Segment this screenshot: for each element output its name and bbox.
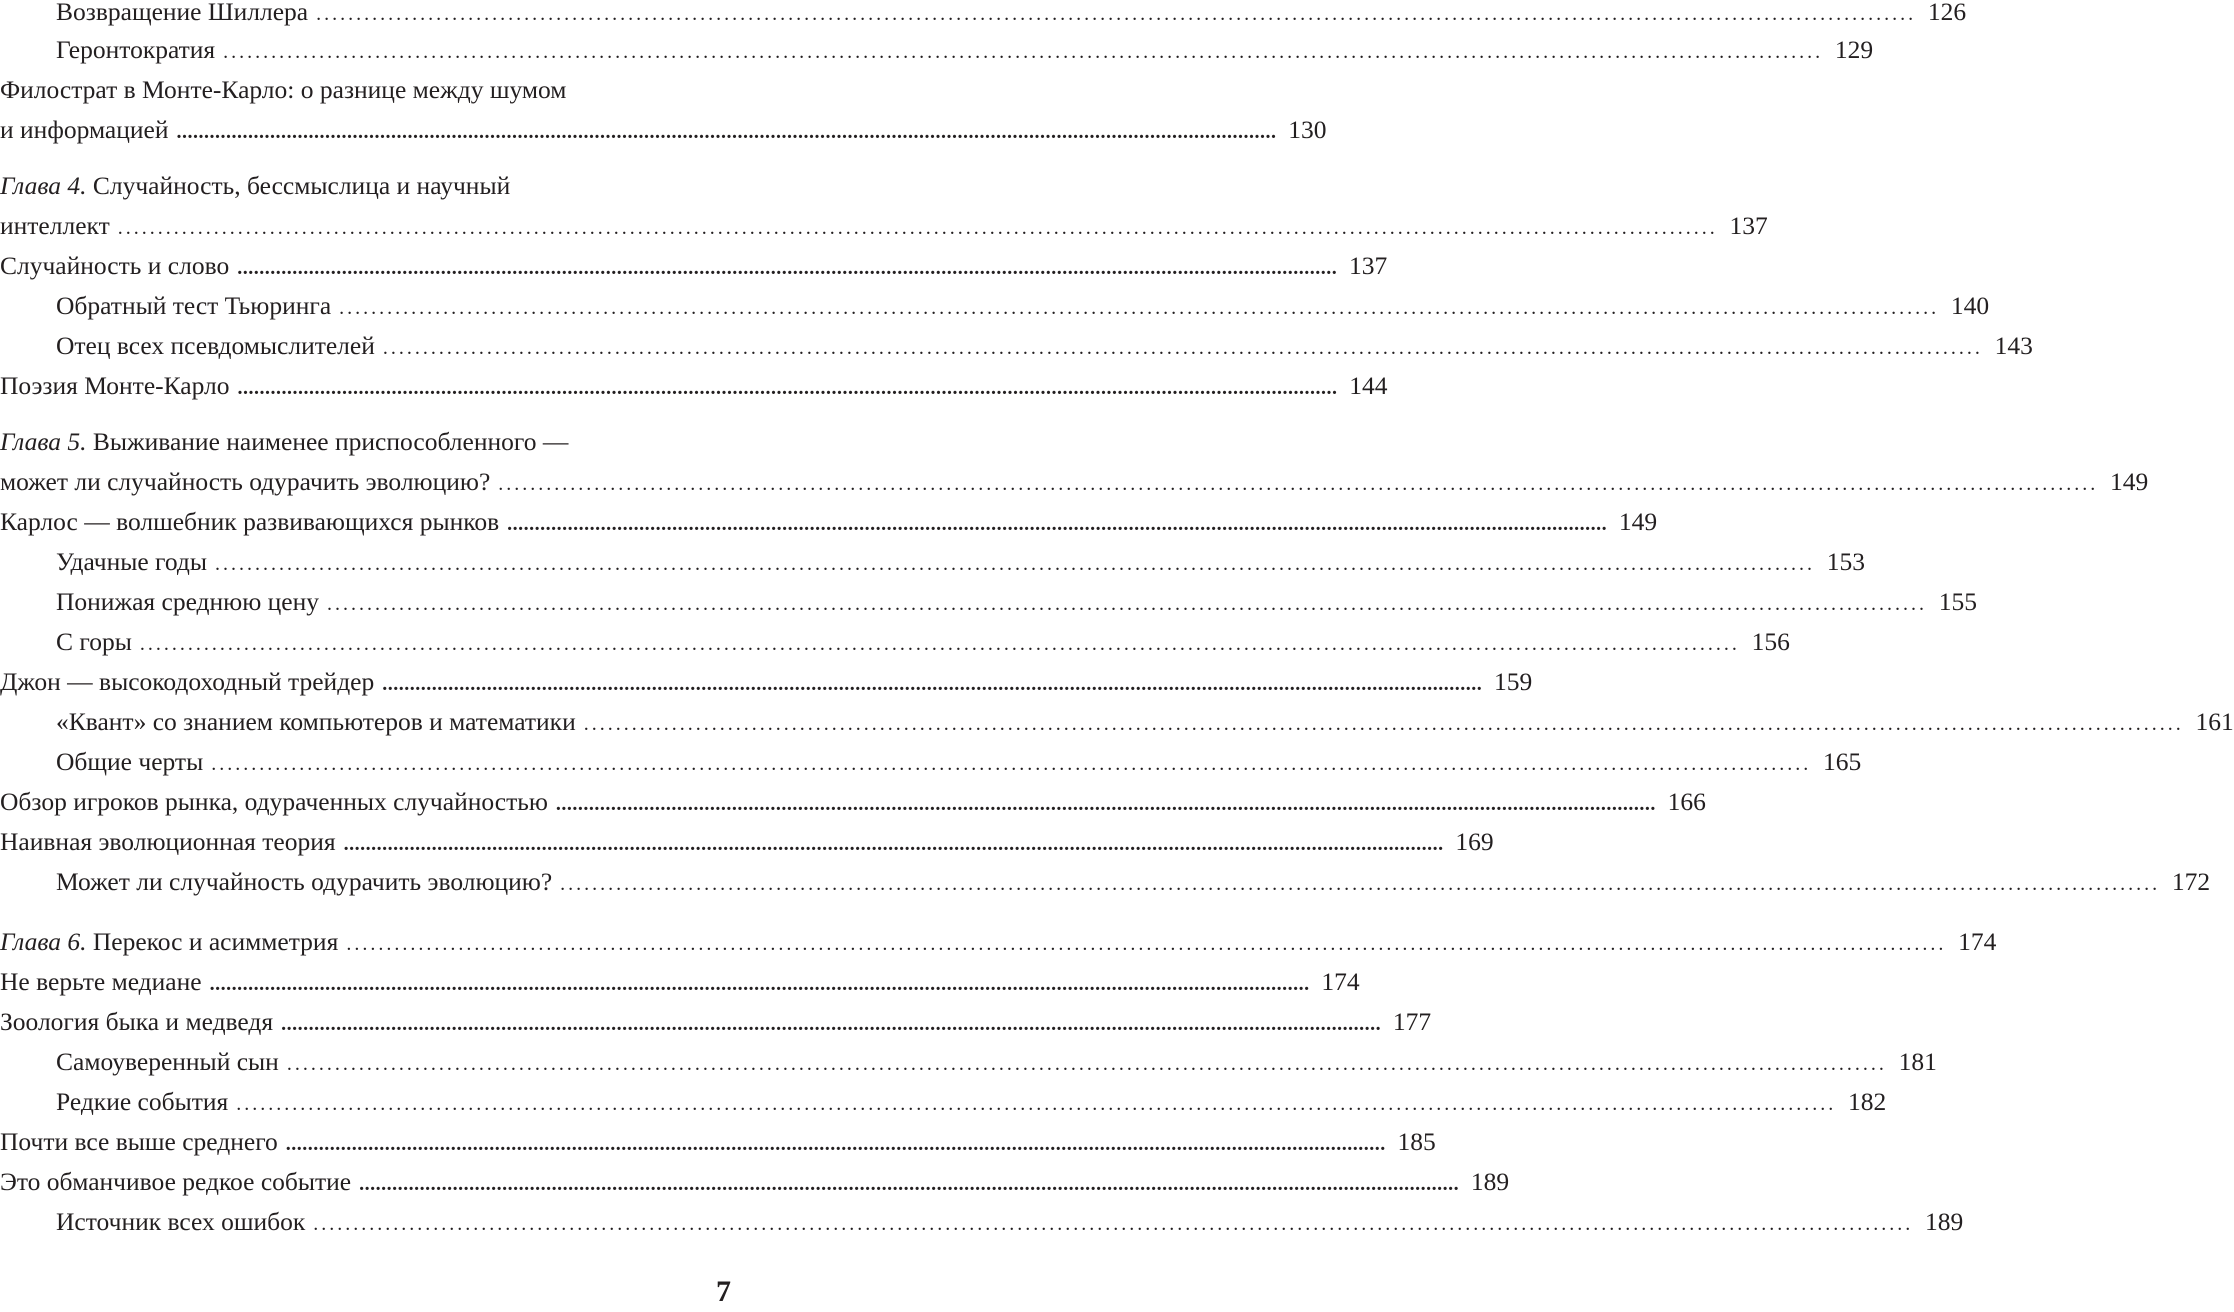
entry-text: Карлос — волшебник развивающихся рынков — [0, 507, 500, 536]
toc-entry-title — [56, 0, 308, 32]
dot-leader: ........................................................................................................................................................................................................ — [237, 257, 1338, 279]
toc-entry — [0, 1002, 1432, 1042]
entry-text: Филострат в Монте-Карло: о разнице между шумом — [0, 75, 567, 104]
entry-text: Обратный тест Тьюринга — [56, 291, 332, 320]
dot-leader: ........................................................................................................................................................................................................ — [346, 933, 1947, 955]
entry-text: Источник всех ошибок — [56, 1207, 306, 1236]
toc-entry-title — [0, 1002, 273, 1042]
toc-entry-title — [0, 110, 169, 150]
dot-leader: ........................................................................................................................................................................................................ — [313, 1213, 1914, 1235]
toc-entry — [0, 662, 1533, 702]
page-ref: 140 — [1950, 291, 1990, 320]
toc-entry — [0, 422, 733, 462]
toc-entry-title — [56, 862, 552, 902]
entry-text: Самоуверенный сын — [56, 1047, 279, 1076]
page-ref: 130 — [1288, 115, 1327, 144]
dot-leader: ........................................................................................................................................................................................................ — [327, 593, 1928, 615]
page-ref: 126 — [1927, 0, 1967, 26]
page-ref: 156 — [1751, 627, 1790, 656]
toc-entry — [0, 206, 1768, 246]
entry-text: Выживание наименее приспособленного — — [86, 427, 569, 456]
toc-entry-title — [0, 1162, 351, 1202]
entry-text: Удачные годы — [56, 547, 207, 576]
entry-text: Случайность и слово — [0, 251, 230, 280]
toc-entry-title — [56, 582, 319, 622]
toc-entry-title — [0, 782, 548, 822]
toc-entry — [0, 166, 733, 206]
page-ref: 172 — [2171, 867, 2211, 896]
dot-leader: ........................................................................................................................................................................................................ — [281, 1013, 1382, 1035]
entry-text: Геронтократия — [56, 35, 216, 64]
toc-entry-title — [0, 1122, 278, 1162]
dot-leader: ........................................................................................................................................................................................................ — [343, 833, 1444, 855]
page-ref: 149 — [2110, 467, 2149, 496]
dot-leader: ........................................................................................................................................................................................................ — [359, 1173, 1460, 1195]
toc-subentry — [0, 542, 1865, 582]
entry-text: Возвращение Шиллера — [56, 0, 309, 26]
toc-subentry — [0, 702, 2234, 742]
toc-entry-title — [56, 1202, 305, 1242]
toc-entry-title — [56, 1082, 228, 1122]
dot-leader: ........................................................................................................................................................................................................ — [560, 873, 2161, 895]
page-ref: 169 — [1455, 827, 1494, 856]
entry-text: Понижая среднюю цену — [56, 587, 320, 616]
entry-text: Общие черты — [56, 747, 204, 776]
dot-leader: ........................................................................................................................................................................................................ — [382, 337, 1983, 359]
toc-entry — [0, 822, 1494, 862]
toc-entry-title — [56, 542, 207, 582]
dot-leader: ........................................................................................................................................................................................................ — [285, 1133, 1386, 1155]
toc-entry — [0, 70, 733, 110]
toc-entry-title — [0, 462, 490, 502]
dot-leader: ........................................................................................................................................................................................................ — [316, 3, 1917, 25]
entry-text: Перекос и асимметрия — [86, 927, 339, 956]
toc-subentry — [0, 0, 1967, 32]
toc-entry — [0, 366, 1388, 406]
page-ref: 166 — [1667, 787, 1706, 816]
dot-leader: ........................................................................................................................................................................................................ — [209, 973, 1310, 995]
toc-subentry — [0, 1202, 1964, 1242]
entry-text: Почти все выше среднего — [0, 1127, 278, 1156]
dot-leader: ........................................................................................................................................................................................................ — [223, 41, 1824, 63]
dot-leader: ........................................................................................................................................................................................................ — [215, 553, 1815, 575]
page-ref: 174 — [1958, 927, 1997, 956]
page-ref: 189 — [1470, 1167, 1510, 1196]
toc-entry — [0, 246, 1388, 286]
toc-entry-title — [0, 502, 499, 542]
entry-text: Отец всех псевдомыслителей — [56, 331, 375, 360]
page-ref: 129 — [1834, 35, 1874, 64]
dot-leader: ........................................................................................................................................................................................................ — [498, 473, 2099, 495]
toc-subentry — [0, 1082, 1887, 1122]
entry-text: Обзор игроков рынка, одураченных случайностью — [0, 787, 548, 816]
dot-leader: ........................................................................................................................................................................................................ — [237, 377, 1338, 399]
page-ref: 181 — [1898, 1047, 1937, 1076]
entry-text: Может ли случайность одурачить эволюцию? — [56, 867, 553, 896]
entry-text: Зоология быка и медведя — [0, 1007, 274, 1036]
toc-entry-title — [0, 246, 229, 286]
toc-entry-title — [0, 962, 202, 1002]
toc-entry — [0, 1122, 1436, 1162]
chapter-label: Глава 6. — [0, 927, 87, 956]
toc-entry-title — [56, 326, 375, 366]
page-ref: 137 — [1348, 251, 1388, 280]
toc-subentry — [0, 862, 2211, 902]
entry-text: Не верьте медиане — [0, 967, 202, 996]
toc-entry-title — [0, 922, 338, 962]
entry-text: может ли случайность одурачить эволюцию? — [0, 467, 491, 496]
entry-text: Случайность, бессмыслица и научный — [86, 171, 511, 200]
toc-entry — [0, 922, 1997, 962]
toc-subentry — [0, 622, 1790, 662]
toc-entry-title — [0, 822, 336, 862]
toc-entry-title — [56, 742, 203, 782]
dot-leader: ........................................................................................................................................................................................................ — [339, 297, 1940, 319]
toc-entry-title — [0, 366, 230, 406]
dot-leader: ........................................................................................................................................................................................................ — [507, 513, 1608, 535]
toc-entry-title — [56, 702, 576, 742]
dot-leader: ........................................................................................................................................................................................................ — [211, 753, 1812, 775]
dot-leader: ........................................................................................................................................................................................................ — [583, 713, 2184, 735]
toc-entry — [0, 110, 1327, 150]
toc-entry-title — [56, 286, 331, 326]
dot-leader: ........................................................................................................................................................................................................ — [236, 1093, 1837, 1115]
chapter-label: Глава 5. — [0, 427, 87, 456]
page-ref: 189 — [1925, 1207, 1964, 1236]
entry-text: Наивная эволюционная теория — [0, 827, 336, 856]
chapter-label: Глава 4. — [0, 171, 87, 200]
page-ref: 144 — [1349, 371, 1388, 400]
toc-entry — [0, 782, 1706, 822]
page-ref: 149 — [1618, 507, 1658, 536]
dot-leader: ........................................................................................................................................................................................................ — [382, 673, 1483, 695]
entry-text: Это обманчивое редкое событие — [0, 1167, 352, 1196]
toc-entry — [0, 962, 1360, 1002]
page-ref: 137 — [1729, 211, 1768, 240]
dot-leader: ........................................................................................................................................................................................................ — [555, 793, 1656, 815]
toc-subentry — [0, 286, 1990, 326]
toc-entry-title — [56, 1042, 279, 1082]
page-ref: 159 — [1494, 667, 1533, 696]
toc-entry-title — [56, 622, 132, 662]
entry-text: и информацией — [0, 115, 169, 144]
dot-leader: ........................................................................................................................................................................................................ — [286, 1053, 1887, 1075]
entry-text: Редкие события — [56, 1087, 229, 1116]
toc-entry — [0, 502, 1658, 542]
page-ref: 155 — [1938, 587, 1978, 616]
entry-text: «Квант» со знанием компьютеров и математики — [56, 707, 576, 736]
page-ref: 177 — [1392, 1007, 1432, 1036]
page-ref: 185 — [1397, 1127, 1436, 1156]
page-ref: 153 — [1826, 547, 1865, 576]
toc-entry-title — [0, 166, 510, 206]
page-ref: 165 — [1822, 747, 1862, 776]
dot-leader: ........................................................................................................................................................................................................ — [139, 633, 1740, 655]
page-number: 7 — [716, 1275, 731, 1308]
toc-subentry — [0, 1042, 1937, 1082]
entry-text: С горы — [56, 627, 132, 656]
page-ref: 143 — [1994, 331, 2033, 360]
page-ref: 161 — [2195, 707, 2234, 736]
entry-text: Поэзия Монте-Карло — [0, 371, 230, 400]
toc-entry — [0, 1162, 1510, 1202]
toc-subentry — [0, 742, 1862, 782]
toc-entry-title — [0, 422, 568, 462]
toc-subentry — [0, 30, 1874, 70]
dot-leader: ........................................................................................................................................................................................................ — [117, 217, 1718, 239]
toc-subentry — [0, 326, 2033, 366]
toc-entry-title — [0, 662, 374, 702]
toc-entry-title — [0, 70, 566, 110]
toc-entry — [0, 462, 2149, 502]
page-ref: 182 — [1847, 1087, 1887, 1116]
dot-leader: ........................................................................................................................................................................................................ — [176, 121, 1277, 143]
toc-entry-title — [0, 206, 110, 246]
entry-text: Джон — высокодоходный трейдер — [0, 667, 375, 696]
page-ref: 174 — [1321, 967, 1360, 996]
toc-entry-title — [56, 30, 215, 70]
entry-text: интеллект — [0, 211, 110, 240]
toc-subentry — [0, 582, 1978, 622]
